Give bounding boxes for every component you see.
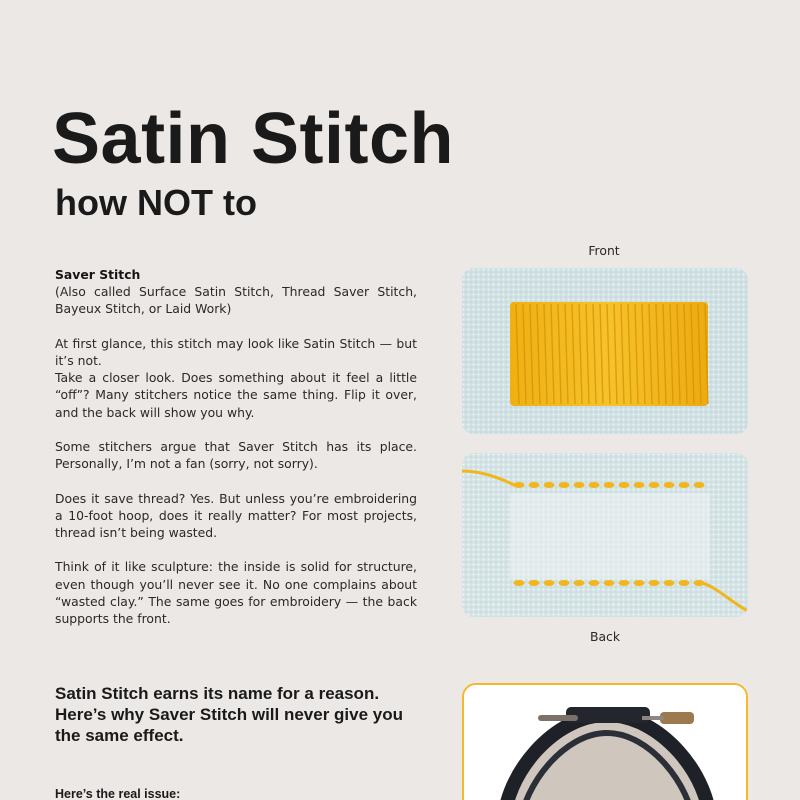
page-title: Satin Stitch bbox=[52, 99, 455, 179]
back-caption: Back bbox=[589, 629, 621, 644]
aka-paragraph: (Also called Surface Satin Stitch, Thread Saver Stitch, Bayeux Stitch, or Laid Work) bbox=[55, 284, 417, 317]
front-photo bbox=[462, 268, 748, 434]
paragraph-text: At first glance, this stitch may look like Satin Stitch — but it’s not. bbox=[55, 335, 417, 368]
front-stitch-image bbox=[462, 268, 748, 434]
paragraph-first-glance bbox=[55, 335, 417, 369]
paragraph-closer-look: Take a closer look. Does something about it feel a little “off”? Many stitchers notice the same thing. Flip it over, and the back will show you why. bbox=[55, 370, 417, 420]
section-heading: Saver Stitch bbox=[55, 267, 141, 282]
page-subtitle: how NOT to bbox=[55, 182, 257, 223]
hoop-photo-card bbox=[462, 683, 748, 800]
back-photo bbox=[462, 453, 748, 617]
callout-text: Satin Stitch earns its name for a reason. Here’s why Saver Stitch will never give you the same effect. bbox=[55, 684, 404, 745]
paragraph-sculpture: Think of it like sculpture: the inside is solid for structure, even though you’ll never see it. No one complains about “wasted clay.” The same goes for embroidery — the back supports the front. bbox=[55, 559, 417, 626]
paragraph-save-thread: Does it save thread? Yes. But unless you’re embroidering a 10-foot hoop, does it really matter? For most projects, thread isn’t being wasted. bbox=[55, 490, 417, 540]
article-body bbox=[55, 266, 417, 644]
embroidery-hoop-image bbox=[464, 685, 748, 800]
real-issue-heading: Here’s the real issue: bbox=[55, 787, 181, 800]
back-stitch-image bbox=[462, 453, 748, 617]
front-caption: Front bbox=[588, 243, 620, 258]
paragraph-has-its-place: Some stitchers argue that Saver Stitch has its place. Personally, I’m not a fan (sorry, not sorry). bbox=[55, 439, 417, 472]
